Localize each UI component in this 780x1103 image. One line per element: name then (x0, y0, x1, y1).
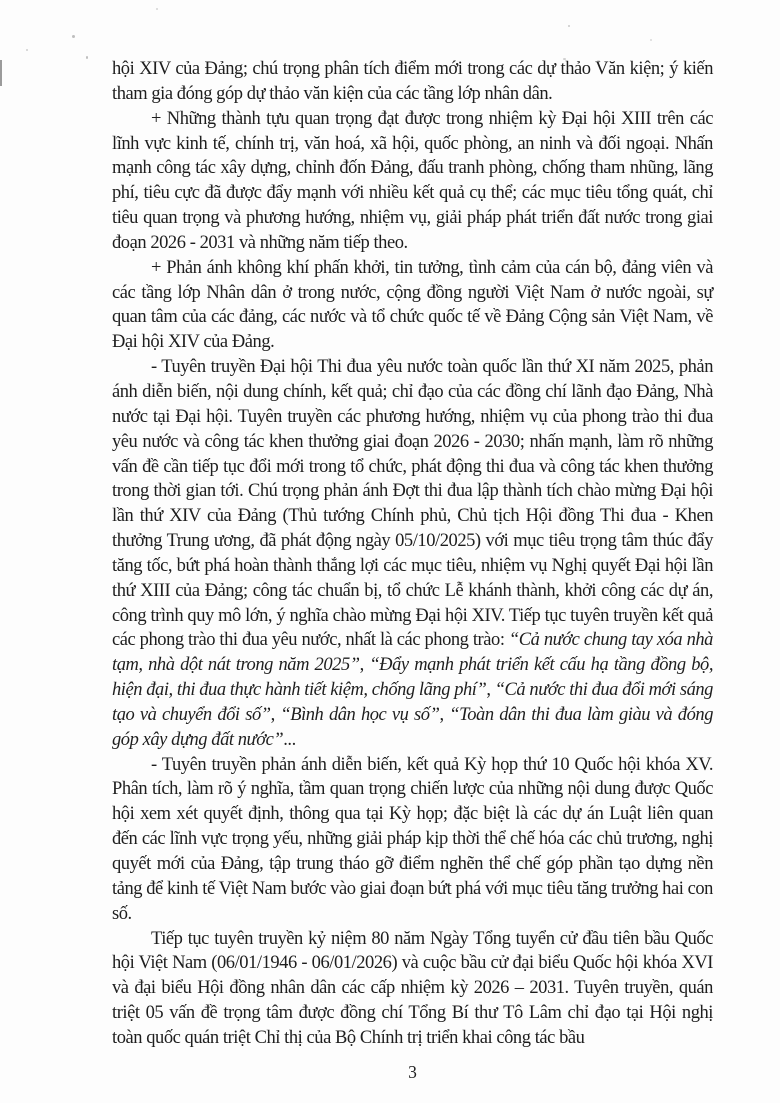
text-run: , (439, 704, 450, 725)
document-text (112, 57, 713, 1051)
text-run: , (359, 655, 370, 676)
text-run: , (270, 704, 281, 725)
scan-speckle (156, 8, 158, 10)
scan-speckle (568, 25, 570, 27)
scan-edge-artifact (0, 60, 2, 86)
text-run: - Tuyên truyền phản ánh diễn biến, kết quả Kỳ họp thứ 10 Quốc hội khóa XV. Phân tích, làm rõ ý nghĩa, tầm quan trọng chiến lược của những nội dung được Quốc hội xem xét quyết định, thông qua tại Kỳ họp; đặc biệt là các dự án Luật liên quan đến các lĩnh vực trọng yếu, những giải pháp kịp thời thể chế hóa các chủ trương, nghị quyết mới của Đảng, tập trung tháo gỡ điểm nghẽn thể chế góp phần tạo dựng nền tảng để kinh tế Việt Nam bước vào giai đoạn bứt phá với mục tiêu tăng trưởng hai con số. (112, 754, 713, 924)
paragraph (112, 355, 713, 753)
paragraph (112, 927, 713, 1051)
italic-quote-text: “Cả nước chung tay xóa nhà tạm, nhà dột nát trong năm 2025” (112, 630, 713, 676)
text-run: + Phản ánh không khí phấn khởi, tin tưởng, tình cảm của cán bộ, đảng viên và các tầng lớp Nhân dân ở trong nước, cộng đồng người Việt Nam ở nước ngoài, sự quan tâm của các đảng, các nước và tổ chức quốc tế về Đảng Cộng sản Việt Nam, về Đại hội XIV của Đảng. (112, 257, 713, 353)
text-run: - Tuyên truyền Đại hội Thi đua yêu nước toàn quốc lần thứ XI năm 2025, phản ánh diễn biến, nội dung chính, kết quả; chỉ đạo của các đồng chí lãnh đạo Đảng, Nhà nước tại Đại hội. Tuyên truyền các phương hướng, nhiệm vụ của phong trào thi đua yêu nước và công tác khen thưởng giai đoạn 2026 - 2030; nhấn mạnh, làm rõ những vấn đề cần tiếp tục đổi mới trong tổ chức, phát động thi đua và công tác khen thưởng trong thời gian tới. Chú trọng phản ánh Đợt thi đua lập thành tích chào mừng Đại hội lần thứ XIV của Đảng (Thủ tướng Chính phủ, Chủ tịch Hội đồng Thi đua - Khen thưởng Trung ương, đã phát động ngày 05/10/2025) với mục tiêu trọng tâm thúc đẩy tăng tốc, bứt phá hoàn thành thắng lợi các mục tiêu, nhiệm vụ Nghị quyết Đại hội lần thứ XIII của Đảng; công tác chuẩn bị, tổ chức Lễ khánh thành, khởi công các dự án, công trình quy mô lớn, ý nghĩa chào mừng Đại hội XIV. Tiếp tục tuyên truyền kết quả các phong trào thi đua yêu nước, nhất là các phong trào: (112, 357, 713, 651)
text-run: , (486, 680, 495, 701)
italic-quote-text: “Đẩy mạnh phát triển kết cấu hạ tầng đồng bộ, hiện đại, thi đua thực hành tiết kiệm, chống lãng phí” (112, 655, 713, 701)
page-number: 3 (408, 1062, 417, 1082)
scan-speckle (86, 56, 88, 59)
italic-quote-text: “Cả nước thi đua đổi mới sáng tạo và chuyển đổi số” (112, 680, 713, 725)
paragraph (112, 256, 713, 355)
scan-speckle (26, 49, 28, 51)
text-run: ... (283, 729, 296, 750)
italic-quote-text: “Toàn dân thi đua làm giàu và đóng góp xây dựng đất nước” (112, 704, 714, 750)
paragraph (112, 107, 713, 256)
text-run: + Những thành tựu quan trọng đạt được trong nhiệm kỳ Đại hội XIII trên các lĩnh vực kinh tế, chính trị, văn hoá, xã hội, quốc phòng, an ninh và đối ngoại. Nhấn mạnh công tác xây dựng, chỉnh đốn Đảng, đấu tranh phòng, chống tham nhũng, lãng phí, tiêu cực đã được đẩy mạnh với nhiều kết quả cụ thể; các mục tiêu tổng quát, chỉ tiêu quan trọng và phương hướng, nhiệm vụ, giải pháp phát triển đất nước trong giai đoạn 2026 - 2031 và những năm tiếp theo. (112, 108, 713, 253)
italic-quote-text: “Bình dân học vụ số” (280, 704, 440, 725)
scan-speckle (650, 39, 652, 41)
text-run: Tiếp tục tuyên truyền kỷ niệm 80 năm Ngày Tổng tuyển cử đầu tiên bầu Quốc hội Việt Nam (06/01/1946 - 06/01/2026) và cuộc bầu cử đại biểu Quốc hội khóa XVI và đại biểu Hội đồng nhân dân các cấp nhiệm kỳ 2026 – 2031. Tuyên truyền, quán triệt 05 vấn đề trọng tâm được đồng chí Tổng Bí thư Tô Lâm chỉ đạo tại Hội nghị toàn quốc quán triệt Chỉ thị của Bộ Chính trị triển khai công tác bầu (112, 928, 713, 1048)
scan-speckle (72, 35, 75, 38)
text-run: hội XIV của Đảng; chú trọng phân tích điểm mới trong các dự thảo Văn kiện; ý kiến tham gia đóng góp dự thảo văn kiện của các tầng lớp nhân dân. (112, 59, 713, 104)
paragraph (112, 57, 713, 107)
paragraph (112, 753, 713, 927)
